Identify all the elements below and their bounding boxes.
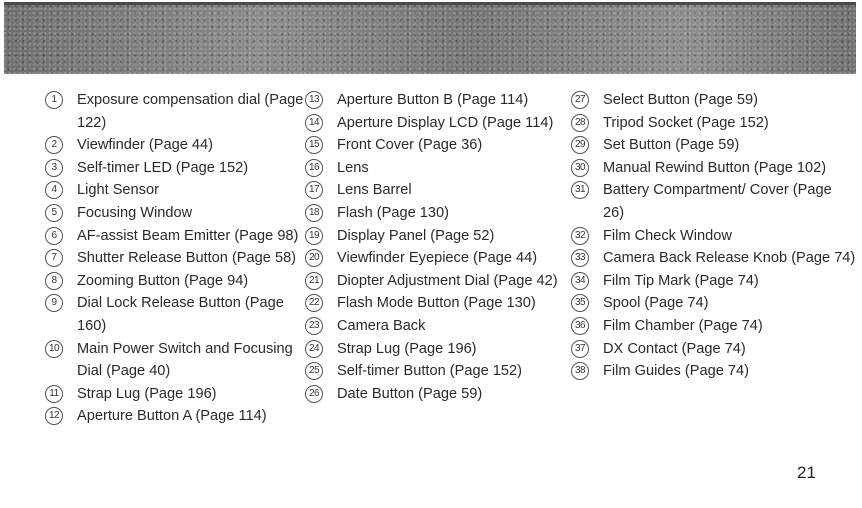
item-label: Display Panel (Page 52) (337, 227, 495, 244)
item-label: Exposure compensation dial (Page 122) (77, 92, 304, 131)
item-label: Dial Lock Release Button (Page 160) (77, 295, 284, 334)
parts-list-item (571, 179, 856, 224)
item-label: Battery Compartment/ Cover (Page 26) (603, 182, 832, 221)
parts-list-item (305, 202, 570, 225)
item-number-badge: 12 (45, 407, 63, 425)
item-label: Diopter Adjustment Dial (Page 42) (337, 272, 558, 289)
parts-list-item (45, 157, 305, 180)
item-number-badge: 24 (305, 340, 323, 358)
parts-list-item (571, 157, 856, 180)
parts-list-item (45, 383, 305, 406)
parts-list-item (571, 338, 856, 361)
parts-list-item (305, 338, 570, 361)
parts-list-item (305, 225, 570, 248)
parts-list-item (571, 270, 856, 293)
item-label: Aperture Button B (Page 114) (337, 92, 529, 108)
item-label: Manual Rewind Button (Page 102) (603, 159, 827, 176)
item-number-badge: 3 (45, 159, 63, 177)
parts-list-item (305, 247, 570, 270)
item-number-badge: 35 (571, 294, 589, 312)
item-number-badge: 28 (571, 114, 589, 132)
parts-list-column-3 (571, 89, 856, 383)
parts-list-item (45, 292, 305, 337)
item-label: Aperture Button A (Page 114) (77, 408, 267, 425)
page-number: 21 (797, 463, 816, 482)
item-number-badge: 18 (305, 204, 323, 222)
parts-list-item (305, 383, 570, 406)
item-number-badge: 31 (571, 181, 589, 199)
item-label: Tripod Socket (Page 152) (603, 114, 769, 131)
item-number-badge: 29 (571, 136, 589, 154)
parts-list-item (45, 247, 305, 270)
item-label: Lens Barrel (337, 182, 412, 199)
item-label: Camera Back Release Knob (Page 74) (603, 250, 856, 267)
parts-list-item (571, 247, 856, 270)
item-label: Select Button (Page 59) (603, 92, 758, 108)
parts-list-item (305, 179, 570, 202)
item-label: Zooming Button (Page 94) (77, 272, 249, 289)
item-number-badge: 6 (45, 227, 63, 245)
item-number-badge: 2 (45, 136, 63, 154)
item-number-badge: 32 (571, 227, 589, 245)
item-number-badge: 16 (305, 159, 323, 177)
item-label: Strap Lug (Page 196) (337, 340, 477, 357)
item-label: Set Button (Page 59) (603, 137, 740, 154)
item-number-badge: 4 (45, 181, 63, 199)
parts-list-item (45, 225, 305, 248)
item-number-badge: 20 (305, 249, 323, 267)
item-number-badge: 17 (305, 181, 323, 199)
item-number-badge: 34 (571, 272, 589, 290)
item-label: Strap Lug (Page 196) (77, 385, 217, 402)
parts-list-item (45, 179, 305, 202)
item-label: Self-timer LED (Page 152) (77, 159, 249, 176)
parts-list-item (571, 134, 856, 157)
item-label: Film Guides (Page 74) (603, 363, 749, 380)
parts-list-item (45, 134, 305, 157)
item-number-badge: 1 (45, 91, 63, 109)
parts-list-column-1 (45, 89, 305, 428)
item-label: Date Button (Page 59) (337, 385, 483, 402)
parts-list-column-2 (305, 89, 570, 405)
item-label: Focusing Window (77, 204, 193, 221)
item-label: AF-assist Beam Emitter (Page 98) (77, 227, 299, 244)
item-label: DX Contact (Page 74) (603, 340, 746, 357)
item-number-badge: 19 (305, 227, 323, 245)
item-label: Main Power Switch and Focusing Dial (Page 40) (77, 340, 293, 380)
item-label: Shutter Release Button (Page 58) (77, 250, 297, 267)
parts-list-item (45, 270, 305, 293)
item-number-badge: 27 (571, 91, 589, 109)
item-number-badge: 37 (571, 340, 589, 358)
item-label: Viewfinder Eyepiece (Page 44) (337, 250, 538, 267)
parts-list-item (45, 338, 305, 383)
item-number-badge: 38 (571, 362, 589, 380)
header-band (4, 2, 856, 74)
item-label: Self-timer Button (Page 152) (337, 363, 522, 380)
parts-list-item (305, 270, 570, 293)
item-label: Front Cover (Page 36) (337, 137, 483, 154)
item-label: Film Check Window (603, 227, 732, 244)
item-label: Flash Mode Button (Page 130) (337, 295, 536, 312)
parts-list-item (571, 225, 856, 248)
item-number-badge: 23 (305, 317, 323, 335)
item-number-badge: 10 (45, 340, 63, 358)
parts-list-item (305, 89, 570, 112)
parts-list-item (571, 292, 856, 315)
item-number-badge: 25 (305, 362, 323, 380)
parts-list-item (571, 89, 856, 112)
parts-list-item (305, 134, 570, 157)
item-label: Flash (Page 130) (337, 204, 449, 221)
parts-list-item (45, 202, 305, 225)
item-label: Film Tip Mark (Page 74) (603, 272, 759, 289)
item-number-badge: 13 (305, 91, 323, 109)
item-number-badge: 14 (305, 114, 323, 132)
parts-list-item (305, 315, 570, 338)
parts-list-item (305, 360, 570, 383)
item-label: Viewfinder (Page 44) (77, 137, 214, 154)
item-label: Light Sensor (77, 182, 159, 199)
item-number-badge: 26 (305, 385, 323, 403)
parts-list-item (571, 315, 856, 338)
item-label: Film Chamber (Page 74) (603, 317, 763, 334)
parts-list-item (45, 89, 305, 134)
item-number-badge: 30 (571, 159, 589, 177)
item-label: Lens (337, 159, 369, 176)
item-number-badge: 22 (305, 294, 323, 312)
item-label: Spool (Page 74) (603, 295, 709, 312)
item-number-badge: 9 (45, 294, 63, 312)
item-label: Aperture Display LCD (Page 114) (337, 114, 554, 131)
parts-list-item (305, 292, 570, 315)
parts-list-item (571, 112, 856, 135)
item-number-badge: 21 (305, 272, 323, 290)
item-number-badge: 33 (571, 249, 589, 267)
item-number-badge: 5 (45, 204, 63, 222)
item-number-badge: 36 (571, 317, 589, 335)
item-number-badge: 8 (45, 272, 63, 290)
parts-list-item (305, 112, 570, 135)
parts-list-item (305, 157, 570, 180)
item-number-badge: 7 (45, 249, 63, 267)
item-number-badge: 11 (45, 385, 63, 403)
parts-list-item (571, 360, 856, 383)
item-label: Camera Back (337, 317, 426, 334)
parts-list-item (45, 405, 305, 428)
item-number-badge: 15 (305, 136, 323, 154)
